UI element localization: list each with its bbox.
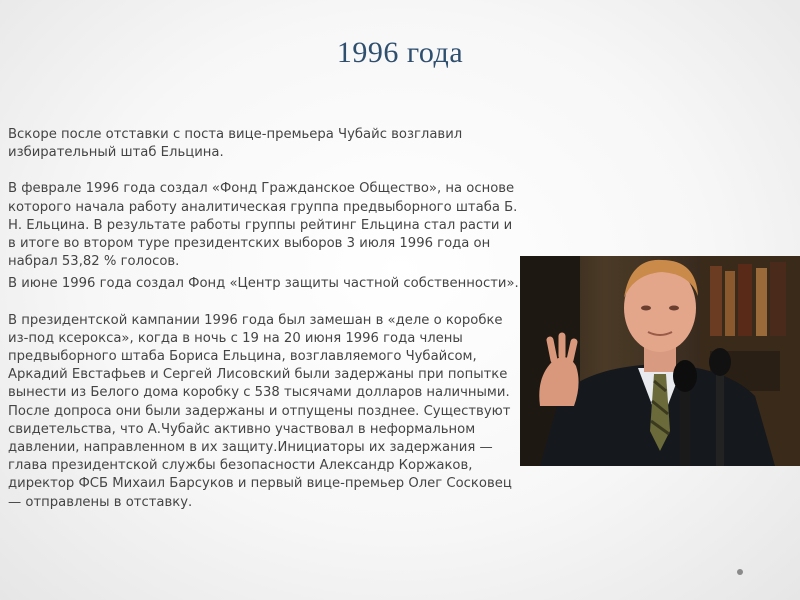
- slide-body: [8, 126, 524, 512]
- paragraph-4: В президентской кампании 1996 года был замешан в «деле о коробке из-под ксерокса», когда в ночь с 19 на 20 июня 1996 года члены предвыборного штаба Бориса Ельцина, возглавляемого Чубайсом, Аркадий Евстафьев и Сергей Лисовский были задержаны при попытке вынести из Белого дома коробку с 538 тысячами долларов наличными. После допроса они были задержаны и отпущены позднее. Существуют свидетельства, что А.Чубайс активно участвовал в неформальном давлении, направленном в их защиту.Инициаторы их задержания — глава президентской службы безопасности Александр Коржаков, директор ФСБ Михаил Барсуков и первый вице-премьер Олег Сосковец — отправлены в отставку.: [8, 312, 512, 510]
- portrait-illustration: [520, 256, 800, 466]
- paragraph-2: В феврале 1996 года создал «Фонд Гражданское Общество», на основе которого начала работу аналитическая группа предвыборного штаба Б. Н. Ельцина. В результате работы группы рейтинг Ельцина стал расти и в итоге во втором туре президентских выборов 3 июля 1996 года он набрал 53,82 % голосов.: [8, 181, 518, 270]
- paragraph-1: Вскоре после отставки с поста вице-премьера Чубайс возглавил избирательный штаб Ельцина.: [8, 127, 463, 161]
- slide-bullet-decoration: [737, 569, 743, 575]
- slide-title: 1996 года: [336, 36, 464, 69]
- paragraph-3: В июне 1996 года создал Фонд «Центр защиты частной собственности».: [8, 276, 519, 292]
- portrait-photo: [520, 256, 800, 466]
